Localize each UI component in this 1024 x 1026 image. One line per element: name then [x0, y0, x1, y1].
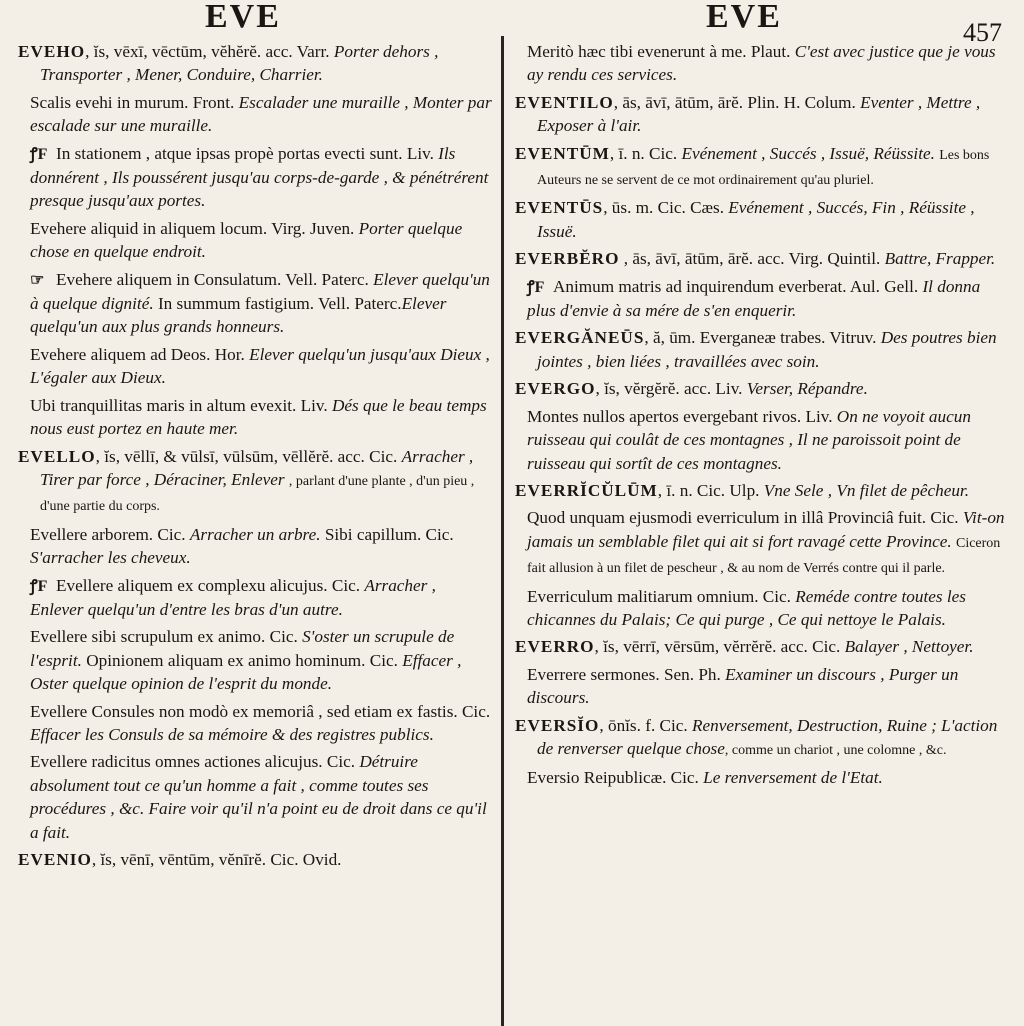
french-translation: Arracher , Tirer par force , Déraciner, Enlever	[40, 446, 474, 489]
usage-example	[18, 394, 492, 441]
dictionary-entry	[18, 40, 492, 87]
latin-text: , ās, āvī, ātūm, ārĕ. Plin. H. Colum.	[613, 92, 861, 112]
usage-example	[18, 523, 492, 570]
usage-example	[515, 585, 1005, 632]
usage-example	[515, 405, 1005, 475]
french-translation: Reméde contre toutes les chicannes du Palais; Ce qui purge , Ce qui nettoye le Palais.	[527, 586, 966, 629]
french-translation: On ne voyoit aucun ruisseau qui coulât de ces montagnes , Il ne paroissoit point de ruisseau qui sortît de ces montagnes.	[527, 406, 971, 473]
french-translation: Détruire absolument tout ce qu'un homme a fait , comme toutes ses procédures , &c. Faire voir qu'il n'a point eu de droit dans ce qu'il a fait.	[30, 752, 487, 842]
usage-example	[18, 574, 492, 622]
usage-example	[515, 40, 1005, 87]
latin-text: , ĭs, vēnī, vēntūm, vĕnīrĕ. Cic. Ovid.	[91, 850, 342, 869]
dictionary-entry	[515, 714, 1005, 763]
french-translation: Vit-on jamais un semblable filet qui ait si fort ravagé cette Province.	[527, 508, 1005, 551]
column-divider	[501, 36, 504, 1026]
latin-text: , ĭs, vēxī, vēctūm, vĕhĕrĕ. acc. Varr.	[85, 42, 334, 61]
latin-text: , ĭs, vērrī, vērsūm, vĕrrĕrĕ. acc. Cic.	[594, 637, 845, 657]
latin-text: , ūs. m. Cic. Cæs.	[603, 198, 729, 218]
usage-example	[18, 268, 492, 339]
latin-text: , ās, āvī, ātūm, ārĕ. acc. Virg. Quintil.	[619, 249, 885, 269]
french-translation: Vne Sele , Vn filet de pêcheur.	[763, 480, 969, 500]
dictionary-entry	[515, 635, 1005, 658]
latin-text: Quod unquam ejusmodi everriculum in illâ Provinciâ fuit. Cic.	[527, 508, 963, 528]
latin-text: Evehere aliquem ad Deos. Hor.	[30, 344, 250, 364]
latin-text: Evellere Consules non modò ex memoriâ , sed etiam ex fastis. Cic.	[30, 701, 491, 721]
latin-text: Evehere aliquem in Consulatum. Vell. Paterc.	[56, 269, 374, 289]
french-translation: Effacer les Consuls de sa mémoire & des registres publics.	[30, 724, 434, 744]
page-number: 457	[963, 18, 1002, 47]
usage-example	[515, 506, 1005, 580]
right-column	[515, 40, 1005, 794]
latin-text: Montes nullos apertos evergebant rivos. Liv.	[527, 406, 837, 426]
headword: EVERGO	[515, 379, 596, 399]
usage-example	[18, 91, 492, 138]
usage-example	[18, 625, 492, 695]
left-column	[18, 40, 492, 875]
french-translation: Verser, Répandre.	[746, 379, 868, 399]
latin-text: , ĭs, vĕrgĕrĕ. acc. Liv.	[595, 379, 747, 399]
french-translation: S'oster un scrupule de l'esprit.	[30, 627, 455, 670]
latin-text: Evellere radicitus omnes actiones alicujus. Cic.	[30, 752, 360, 772]
dictionary-entry	[515, 377, 1005, 400]
dictionary-entry	[18, 848, 492, 871]
dictionary-entry	[515, 91, 1005, 138]
french-translation: Examiner un discours , Purger un discours.	[527, 664, 959, 708]
french-translation: Arracher un arbre.	[189, 524, 325, 544]
usage-example	[515, 766, 1005, 789]
latin-text: Evehere aliquid in aliquem locum. Virg. Juven.	[30, 218, 359, 238]
usage-example	[18, 217, 492, 264]
latin-text: , ōnĭs. f. Cic.	[599, 715, 692, 735]
latin-text: Evellere aliquem ex complexu alicujus. Cic.	[56, 575, 365, 595]
latin-text: , ī. n. Cic. Ulp.	[657, 480, 764, 500]
latin-text: Opinionem aliquam ex animo hominum. Cic.	[86, 650, 403, 670]
french-translation: Porter dehors , Transporter , Mener, Conduire, Charrier.	[40, 42, 439, 85]
headword: EVERBĔRO	[515, 249, 620, 269]
headword: EVENTŪS	[515, 198, 604, 218]
dictionary-entry	[515, 479, 1005, 502]
printer-mark-icon: ꝭF	[527, 278, 545, 296]
french-translation: Evénement , Succés , Issuë, Réüssite.	[681, 143, 940, 163]
running-header-right: EVE	[706, 0, 782, 35]
note-text: , parlant d'une plante , d'un pieu , d'une partie du corps.	[40, 473, 475, 515]
printer-mark-icon: ☞	[30, 271, 45, 289]
latin-text: Evellere arborem. Cic.	[30, 524, 190, 544]
french-translation: S'arracher les cheveux.	[30, 548, 191, 568]
french-translation: Arracher , Enlever quelqu'un d'entre les bras d'un autre.	[30, 575, 436, 619]
latin-text: Eversio Reipublicæ. Cic.	[527, 768, 704, 788]
french-translation: Effacer , Oster quelque opinion de l'esprit du monde.	[30, 650, 462, 694]
headword: EVELLO	[18, 446, 96, 466]
note-text: , comme un chariot , une colomne , &c.	[724, 742, 947, 758]
note-text: Ciceron fait allusion à un filet de pescheur , & au nom de Verrés contre qui il parle.	[527, 535, 1001, 577]
latin-text: Scalis evehi in murum. Front.	[30, 92, 239, 112]
headword: EVENTILO	[515, 92, 614, 112]
french-translation: Escalader une muraille , Monter par escalade sur une muraille.	[30, 92, 492, 136]
latin-text: In stationem , atque ipsas propè portas evecti sunt. Liv.	[56, 143, 439, 163]
latin-text: Meritò hæc tibi evenerunt à me. Plaut.	[527, 42, 795, 61]
headword: EVENIO	[18, 850, 92, 869]
latin-text: Everriculum malitiarum omnium. Cic.	[527, 586, 796, 606]
headword: EVEHO	[18, 42, 86, 61]
printer-mark-icon: ꝭF	[30, 577, 48, 595]
dictionary-entry	[515, 247, 1005, 270]
printer-mark-icon: ꝭF	[30, 145, 48, 163]
latin-text: Animum matris ad inquirendum everberat. Aul. Gell.	[553, 276, 923, 296]
headword: EVERGĂNEŪS	[515, 328, 645, 348]
running-header-left: EVE	[205, 0, 281, 35]
french-translation: Elever quelqu'un à quelque dignité.	[30, 269, 490, 314]
headword: EVENTŪM	[515, 143, 610, 163]
french-translation: Balayer , Nettoyer.	[844, 637, 974, 657]
french-translation: Dés que le beau temps nous eust portez en haute mer.	[30, 395, 487, 439]
latin-text: , ĭs, vēllī, & vūlsī, vūlsūm, vēllĕrĕ. acc. Cic.	[95, 446, 402, 466]
french-translation: C'est avec justice que je vous ay rendu ces services.	[527, 42, 996, 85]
latin-text: Sibi capillum. Cic.	[324, 524, 454, 544]
latin-text: Everrere sermones. Sen. Ph.	[527, 664, 726, 684]
usage-example	[18, 700, 492, 747]
dictionary-entry	[18, 445, 492, 519]
note-text: Les bons Auteurs ne se servent de ce mot ordinairement qu'au pluriel.	[537, 147, 990, 189]
latin-text: In summum fastigium. Vell. Paterc.	[157, 294, 402, 314]
latin-text: , ă, ūm. Everganeæ trabes. Vitruv.	[644, 328, 881, 348]
usage-example	[18, 750, 492, 844]
usage-example	[18, 343, 492, 390]
headword: EVERRĬCŬLŪM	[515, 480, 658, 500]
french-translation: Porter quelque chose en quelque endroit.	[30, 218, 463, 262]
usage-example	[515, 663, 1005, 710]
french-translation: Ils donnérent , Ils poussérent jusqu'au corps-de-garde , & pénétrérent presque jusqu'aux portes.	[30, 143, 489, 211]
headword: EVERSĬO	[515, 715, 600, 735]
french-translation: Le renversement de l'Etat.	[703, 768, 883, 788]
usage-example	[515, 275, 1005, 323]
latin-text: Ubi tranquillitas maris in altum evexit. Liv.	[30, 395, 332, 415]
dictionary-entry	[515, 196, 1005, 243]
french-translation: Il donna plus d'envie à sa mére de s'en enquerir.	[527, 276, 981, 321]
french-translation: Eventer , Mettre , Exposer à l'air.	[537, 92, 981, 136]
french-translation: Des poutres bien jointes , bien liées , travaillées avec soin.	[537, 328, 997, 371]
latin-text: Evellere sibi scrupulum ex animo. Cic.	[30, 627, 303, 647]
french-translation: Elever quelqu'un jusqu'aux Dieux , L'égaler aux Dieux.	[30, 344, 490, 388]
usage-example	[18, 142, 492, 213]
dictionary-entry	[515, 142, 1005, 193]
latin-text: , ī. n. Cic.	[609, 143, 682, 163]
dictionary-entry	[515, 326, 1005, 373]
french-translation: Battre, Frapper.	[884, 249, 996, 269]
french-translation: Renversement, Destruction, Ruine ; L'action de renverser quelque chose	[537, 715, 998, 758]
headword: EVERRO	[515, 637, 595, 657]
french-translation: Elever quelqu'un aux plus grands honneurs.	[30, 294, 447, 337]
french-translation: Evénement , Succés, Fin , Réüssite , Issuë.	[537, 198, 975, 241]
